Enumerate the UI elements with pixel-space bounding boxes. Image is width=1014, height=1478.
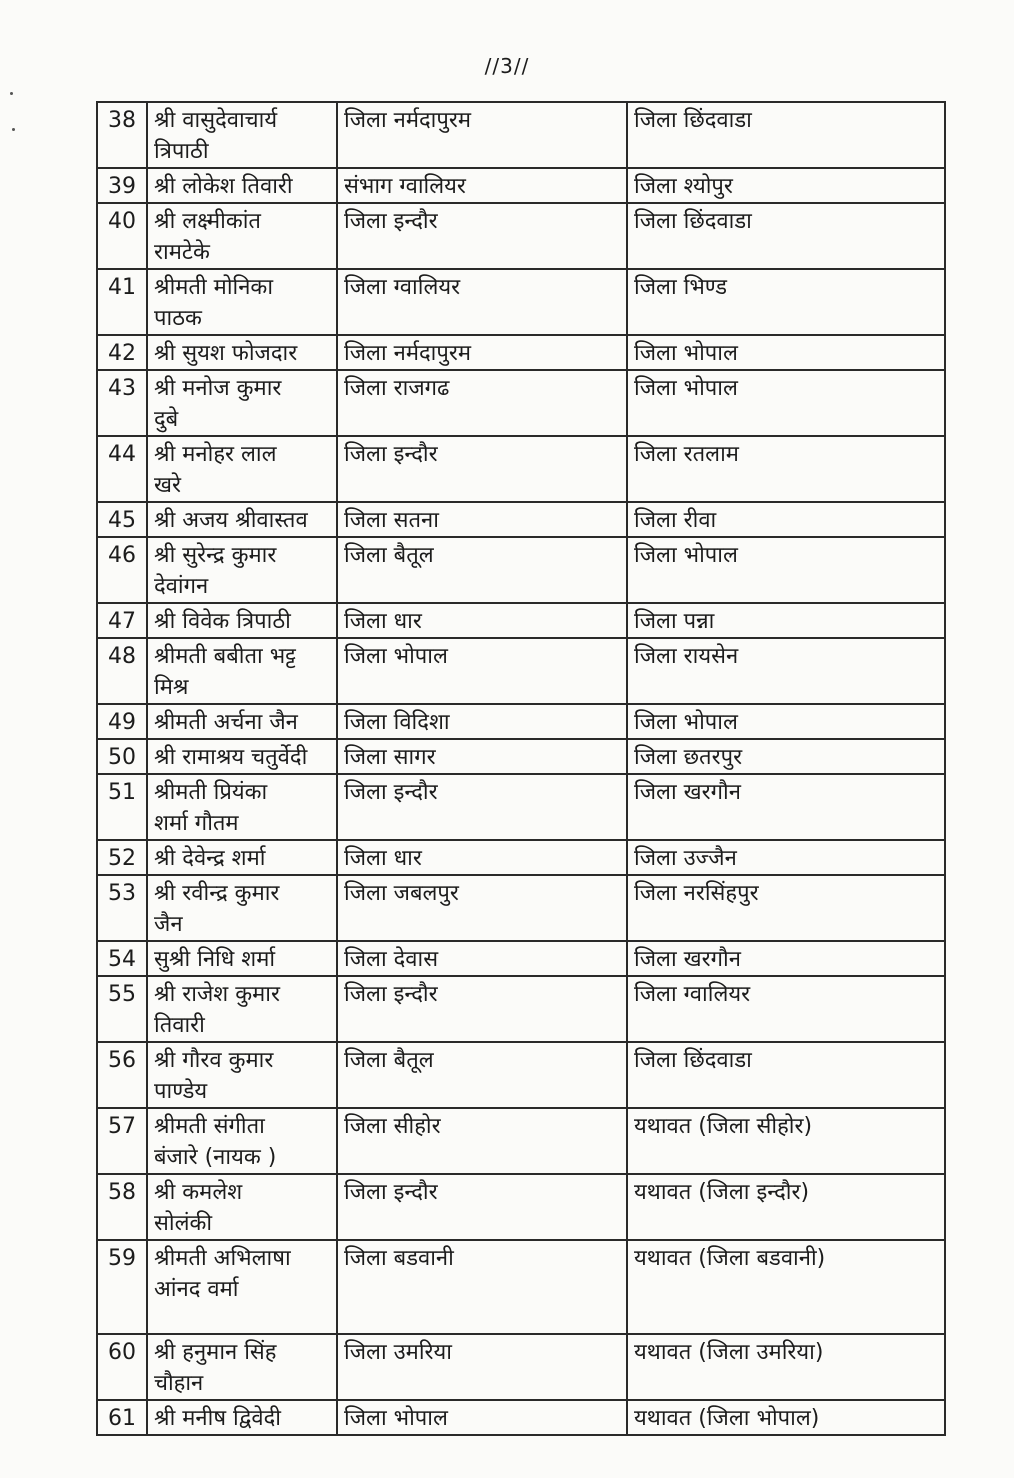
officer-name-line: खरे — [154, 473, 181, 498]
serial-number-cell: 43 — [97, 370, 147, 436]
table-row — [97, 436, 945, 502]
current-posting-cell: जिला ग्वालियर — [337, 269, 627, 335]
current-posting-cell: जिला सागर — [337, 739, 627, 774]
table-row — [97, 840, 945, 875]
stray-mark — [12, 128, 15, 131]
new-posting-cell: यथावत (जिला भोपाल) — [627, 1400, 945, 1435]
officer-name-cell — [147, 1334, 337, 1400]
officer-name-line: श्रीमती अर्चना जैन — [154, 710, 298, 735]
serial-number-cell: 50 — [97, 739, 147, 774]
current-posting-cell: जिला इन्दौर — [337, 436, 627, 502]
officer-name-line: शर्मा गौतम — [154, 811, 239, 836]
officer-name-line: आंनद वर्मा — [154, 1277, 239, 1302]
officer-name-line: बंजारे (नायक ) — [154, 1145, 277, 1170]
officer-name-line: श्री मनोज कुमार — [154, 376, 282, 401]
officer-name-line: श्रीमती संगीता — [154, 1114, 265, 1139]
serial-number-cell: 59 — [97, 1240, 147, 1334]
officer-name-cell — [147, 269, 337, 335]
serial-number-cell: 56 — [97, 1042, 147, 1108]
serial-number-cell: 42 — [97, 335, 147, 370]
officer-name-line: सोलंकी — [154, 1211, 213, 1236]
officer-name-line: सुश्री निधि शर्मा — [154, 947, 276, 972]
serial-number-cell: 46 — [97, 537, 147, 603]
officer-name-line: श्री गौरव कुमार — [154, 1048, 274, 1073]
serial-number-cell: 45 — [97, 502, 147, 537]
table-row — [97, 537, 945, 603]
current-posting-cell: जिला धार — [337, 840, 627, 875]
officer-name-cell — [147, 203, 337, 269]
officer-name-cell — [147, 739, 337, 774]
table-row — [97, 502, 945, 537]
officer-name-line: श्रीमती अभिलाषा — [154, 1246, 291, 1271]
new-posting-cell: जिला भोपाल — [627, 370, 945, 436]
officer-name-cell — [147, 436, 337, 502]
new-posting-cell: जिला श्योपुर — [627, 168, 945, 203]
new-posting-cell: जिला रतलाम — [627, 436, 945, 502]
officer-name-line: श्रीमती प्रियंका — [154, 780, 268, 805]
officer-name-cell — [147, 335, 337, 370]
officer-name-cell — [147, 840, 337, 875]
table-row — [97, 739, 945, 774]
new-posting-cell: जिला भिण्ड — [627, 269, 945, 335]
current-posting-cell: जिला इन्दौर — [337, 774, 627, 840]
new-posting-cell: जिला छतरपुर — [627, 739, 945, 774]
serial-number-cell: 54 — [97, 941, 147, 976]
officer-name-line: श्रीमती बबीता भट्ट — [154, 644, 296, 669]
officer-name-line: श्रीमती मोनिका — [154, 275, 274, 300]
new-posting-cell: जिला छिंदवाडा — [627, 1042, 945, 1108]
serial-number-cell: 53 — [97, 875, 147, 941]
table-row — [97, 976, 945, 1042]
serial-number-cell: 61 — [97, 1400, 147, 1435]
page-number: //3// — [484, 54, 530, 78]
serial-number-cell: 41 — [97, 269, 147, 335]
new-posting-cell: जिला खरगौन — [627, 774, 945, 840]
new-posting-cell: जिला रीवा — [627, 502, 945, 537]
new-posting-cell: जिला छिंदवाडा — [627, 102, 945, 168]
new-posting-cell: जिला ग्वालियर — [627, 976, 945, 1042]
officer-name-cell — [147, 370, 337, 436]
table-row — [97, 102, 945, 168]
officer-name-cell — [147, 941, 337, 976]
serial-number-cell: 55 — [97, 976, 147, 1042]
table-row — [97, 1042, 945, 1108]
new-posting-cell: यथावत (जिला इन्दौर) — [627, 1174, 945, 1240]
current-posting-cell: जिला इन्दौर — [337, 976, 627, 1042]
officer-name-line: श्री वासुदेवाचार्य — [154, 108, 278, 133]
table-row — [97, 941, 945, 976]
new-posting-cell: जिला रायसेन — [627, 638, 945, 704]
new-posting-cell: यथावत (जिला बडवानी) — [627, 1240, 945, 1334]
serial-number-cell: 48 — [97, 638, 147, 704]
current-posting-cell: जिला इन्दौर — [337, 1174, 627, 1240]
officer-name-line: श्री लक्ष्मीकांत — [154, 209, 261, 234]
officer-name-line: श्री देवेन्द्र शर्मा — [154, 846, 266, 871]
current-posting-cell: जिला जबलपुर — [337, 875, 627, 941]
officer-name-cell — [147, 976, 337, 1042]
current-posting-cell: जिला इन्दौर — [337, 203, 627, 269]
new-posting-cell: जिला नरसिंहपुर — [627, 875, 945, 941]
table-row — [97, 1108, 945, 1174]
current-posting-cell: जिला बडवानी — [337, 1240, 627, 1334]
serial-number-cell: 47 — [97, 603, 147, 638]
current-posting-cell: जिला सीहोर — [337, 1108, 627, 1174]
table-row — [97, 1240, 945, 1334]
serial-number-cell: 39 — [97, 168, 147, 203]
new-posting-cell: जिला भोपाल — [627, 704, 945, 739]
serial-number-cell: 38 — [97, 102, 147, 168]
officer-name-line: श्री कमलेश — [154, 1180, 243, 1205]
new-posting-cell: जिला खरगौन — [627, 941, 945, 976]
current-posting-cell: जिला बैतूल — [337, 1042, 627, 1108]
stray-mark — [10, 92, 13, 95]
table-row — [97, 875, 945, 941]
serial-number-cell: 60 — [97, 1334, 147, 1400]
officer-name-cell — [147, 638, 337, 704]
current-posting-cell: जिला विदिशा — [337, 704, 627, 739]
serial-number-cell: 49 — [97, 704, 147, 739]
new-posting-cell: यथावत (जिला सीहोर) — [627, 1108, 945, 1174]
officer-name-line: तिवारी — [154, 1013, 205, 1038]
table-row — [97, 1400, 945, 1435]
officer-name-line: श्री मनोहर लाल — [154, 442, 277, 467]
officer-name-line: श्री हनुमान सिंह — [154, 1340, 277, 1365]
current-posting-cell: जिला भोपाल — [337, 1400, 627, 1435]
table-body — [97, 102, 945, 1435]
serial-number-cell: 57 — [97, 1108, 147, 1174]
officer-name-line: श्री रामाश्रय चतुर्वेदी — [154, 745, 308, 770]
new-posting-cell: जिला भोपाल — [627, 537, 945, 603]
transfer-table — [96, 101, 946, 1436]
new-posting-cell: जिला उज्जैन — [627, 840, 945, 875]
current-posting-cell: जिला नर्मदापुरम — [337, 335, 627, 370]
table-row — [97, 370, 945, 436]
new-posting-cell: यथावत (जिला उमरिया) — [627, 1334, 945, 1400]
officer-name-line: मिश्र — [154, 675, 189, 700]
officer-name-line: श्री विवेक त्रिपाठी — [154, 609, 291, 634]
officer-name-line: श्री राजेश कुमार — [154, 982, 280, 1007]
table-row — [97, 704, 945, 739]
officer-name-cell — [147, 1240, 337, 1334]
officer-name-cell — [147, 1108, 337, 1174]
officer-name-line: श्री मनीष द्विवेदी — [154, 1406, 282, 1431]
officer-name-line: पाण्डेय — [154, 1079, 208, 1104]
current-posting-cell: जिला धार — [337, 603, 627, 638]
current-posting-cell: जिला उमरिया — [337, 1334, 627, 1400]
new-posting-cell: जिला पन्ना — [627, 603, 945, 638]
officer-name-cell — [147, 1400, 337, 1435]
officer-name-line: श्री लोकेश तिवारी — [154, 174, 293, 199]
officer-name-line: दुबे — [154, 407, 179, 432]
current-posting-cell: जिला देवास — [337, 941, 627, 976]
table-row — [97, 335, 945, 370]
new-posting-cell: जिला छिंदवाडा — [627, 203, 945, 269]
current-posting-cell: जिला नर्मदापुरम — [337, 102, 627, 168]
table-row — [97, 603, 945, 638]
current-posting-cell: संभाग ग्वालियर — [337, 168, 627, 203]
table-row — [97, 1334, 945, 1400]
officer-name-line: चौहान — [154, 1371, 204, 1396]
officer-name-cell — [147, 704, 337, 739]
current-posting-cell: जिला सतना — [337, 502, 627, 537]
table-row — [97, 774, 945, 840]
table-row — [97, 1174, 945, 1240]
table-row — [97, 168, 945, 203]
current-posting-cell: जिला राजगढ — [337, 370, 627, 436]
officer-name-cell — [147, 1042, 337, 1108]
officer-name-cell — [147, 1174, 337, 1240]
officer-name-line: श्री रवीन्द्र कुमार — [154, 881, 280, 906]
table-row — [97, 269, 945, 335]
current-posting-cell: जिला भोपाल — [337, 638, 627, 704]
serial-number-cell: 51 — [97, 774, 147, 840]
current-posting-cell: जिला बैतूल — [337, 537, 627, 603]
officer-name-line: देवांगन — [154, 574, 209, 599]
table-row — [97, 638, 945, 704]
officer-name-cell — [147, 168, 337, 203]
officer-name-cell — [147, 502, 337, 537]
table-row — [97, 203, 945, 269]
officer-name-line: त्रिपाठी — [154, 139, 209, 164]
officer-name-line: श्री अजय श्रीवास्तव — [154, 508, 308, 533]
serial-number-cell: 52 — [97, 840, 147, 875]
officer-name-line: श्री सुयश फोजदार — [154, 341, 298, 366]
new-posting-cell: जिला भोपाल — [627, 335, 945, 370]
serial-number-cell: 44 — [97, 436, 147, 502]
officer-name-cell — [147, 603, 337, 638]
officer-name-cell — [147, 774, 337, 840]
officer-name-cell — [147, 102, 337, 168]
serial-number-cell: 40 — [97, 203, 147, 269]
officer-name-line: पाठक — [154, 306, 202, 331]
officer-name-line: रामटेके — [154, 240, 210, 265]
officer-name-cell — [147, 537, 337, 603]
serial-number-cell: 58 — [97, 1174, 147, 1240]
officer-name-cell — [147, 875, 337, 941]
officer-name-line: जैन — [154, 912, 183, 937]
officer-name-line: श्री सुरेन्द्र कुमार — [154, 543, 277, 568]
